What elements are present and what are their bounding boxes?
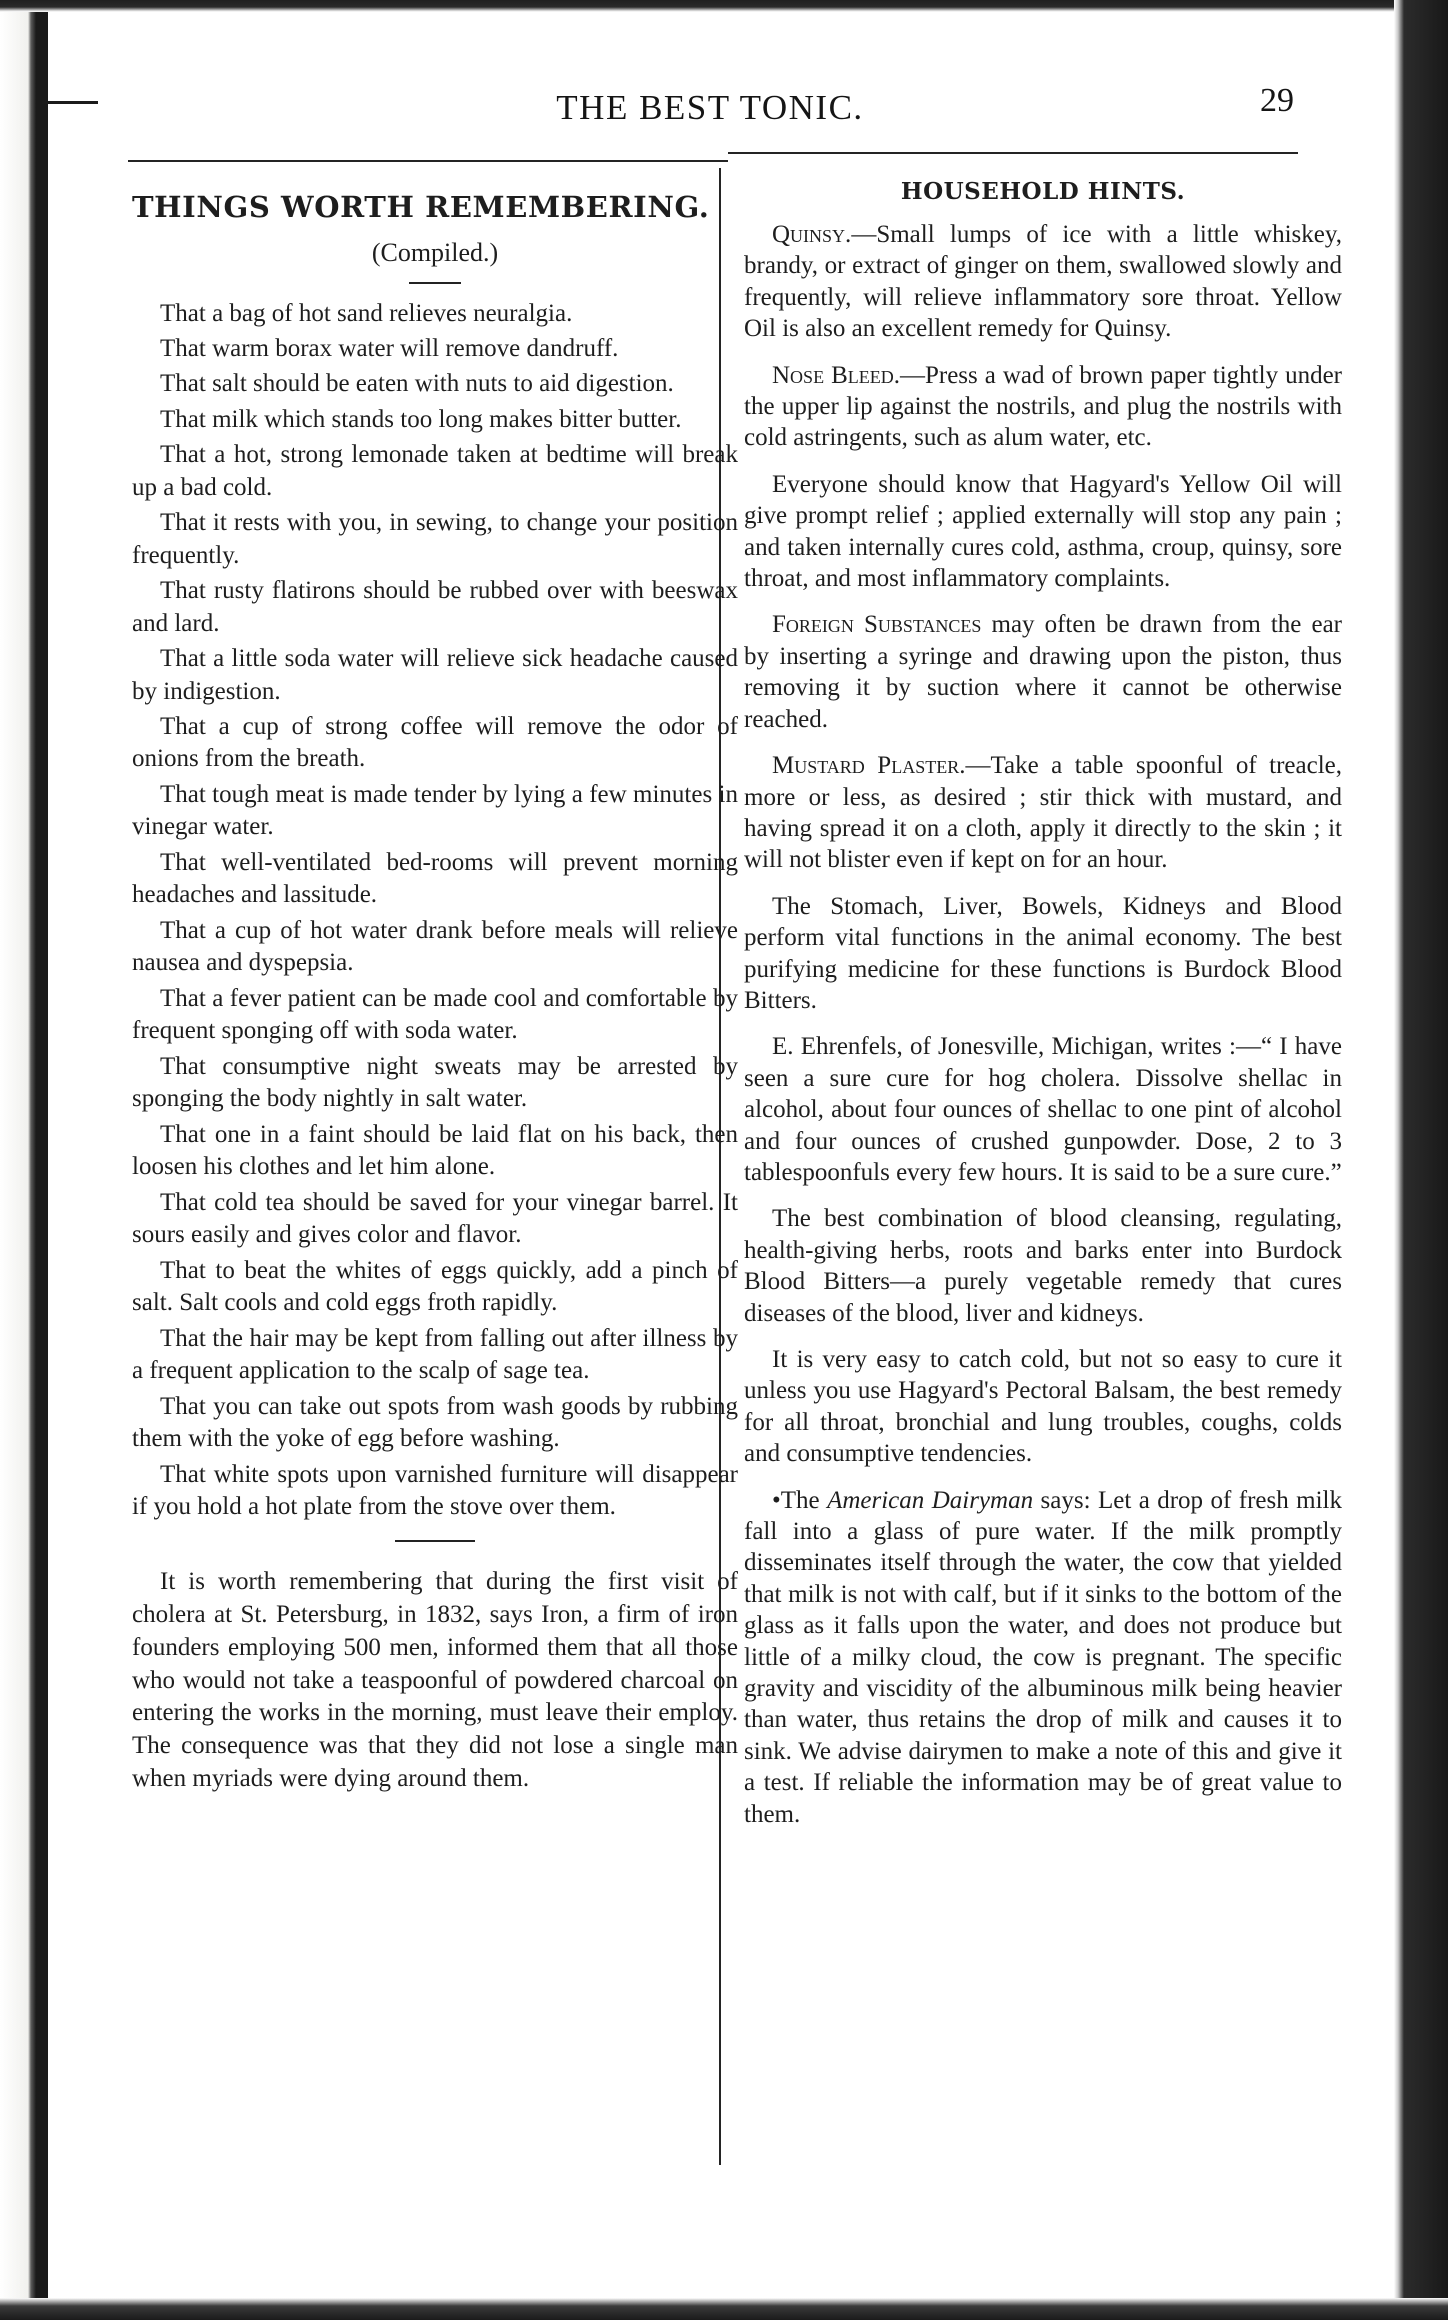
hint-text: Everyone should know that Hagyard's Yellow Oil will give prompt relief ; applied externally will stop any pain ; and taken internally cures cold, asthma, croup, quinsy, sore throat, and most inflammatory complaints. [744,470,1342,593]
household-hints-list [744,219,1342,1470]
hint-text: It is very easy to catch cold, but not so easy to cure it unless you use Hagyard's Pectoral Balsam, the best remedy for all throat, bronchial and lung troubles, coughs, colds and consumptive tendencies. [744,1346,1342,1468]
cholera-paragraph: It is worth remembering that during the first visit of cholera at St. Petersburg, in 1832, says Iron, a firm of iron founders employing 500 men, informed them that all those who would not take a teaspoonful of powdered charcoal on entering the works in the morning, must leave their employ. The consequence was that they did not lose a single man when myriads were dying around them. [132,1568,738,1792]
hint-text: —Small lumps of ice with a little whiskey, brandy, or extract of ginger on them, swallowed slowly and frequently, will relieve inflammatory sore throat. Yellow Oil is also an excellent remedy for Quinsy. [744,221,1342,343]
list-item: That cold tea should be saved for your vinegar barrel. It sours easily and gives color and flavor. [132,1188,738,1249]
list-item: That you can take out spots from wash goods by rubbing them with the yoke of egg before washing. [132,1392,738,1453]
hint-text: E. Ehrenfels, of Jonesville, Michigan, writes :—“ I have seen a sure cure for hog cholera. Dissolve shellac in alcohol, about four ounces of shellac to one pint of alcohol and four ounces of crushed gunpowder. Dose, 2 to 3 tablespoonfuls every few hours. It is said to be a sure cure.” [744,1033,1342,1186]
list-item: That a little soda water will relieve sick headache caused by indigestion. [132,644,738,705]
hint-lead: Quinsy. [772,221,852,248]
list-item: That milk which stands too long makes bitter butter. [160,405,682,433]
running-title: THE BEST TONIC. [556,88,864,127]
page-number: 29 [1260,82,1294,119]
hint-paragraph [744,1203,1342,1329]
list-item: That it rests with you, in sewing, to change your position frequently. [132,508,738,569]
publication-title: American Dairyman [827,1486,1034,1514]
hint-text: The best combination of blood cleansing, regulating, health-giving herbs, roots and barks enter into Burdock Blood Bitters—a purely vegetable remedy that cures diseases of the blood, liver and kidneys. [744,1205,1342,1327]
header-rule-left [128,160,728,162]
section-subheading: (Compiled.) [371,238,499,267]
dairyman-text: says: Let a drop of fresh milk fall into a glass of pure water. If the milk promptly disseminates itself through the water, the cow that yielded that milk is not with calf, but if it sinks to the bottom of the glass as it falls upon the water, and does not produce but little of a milky cloud, the cow is pregnant. The specific gravity and viscidity of the albuminous milk being heavier than water, thus retains the drop of milk and causes it to sink. We advise dairymen to make a note of this and give it a test. If reliable the information may be of great value to them. [744,1486,1343,1828]
list-item: That well-ventilated bed-rooms will prevent morning headaches and lassitude. [132,848,738,909]
list-item: That rusty flatirons should be rubbed over with beeswax and lard. [132,576,738,637]
hint-text: may often be drawn from the ear by inserting a syringe and drawing upon the piston, thus removing it by suction where it cannot be otherwise reached. [744,611,1342,733]
hint-text: The Stomach, Liver, Bowels, Kidneys and Blood perform vital functions in the animal economy. The best purifying medicine for these functions is Burdock Blood Bitters. [744,892,1342,1014]
list-item: That a fever patient can be made cool and comfortable by frequent sponging off with soda water. [132,984,738,1045]
hint-paragraph [744,1031,1342,1188]
scan-top-edge [0,0,1448,12]
hint-paragraph [744,469,1342,595]
hint-paragraph [744,750,1342,876]
hint-text: —Take a table spoonful of treacle, more or less, as desired ; stir thick with mustard, and having spread it on a cloth, apply it directly to the skin ; it will not blister even if kept on for an hour. [744,752,1343,874]
header-rule-right [728,152,1298,154]
hint-paragraph [744,360,1342,454]
right-column [744,178,1342,1830]
section-heading-things-worth-remembering: THINGS WORTH REMEMBERING. [132,190,710,224]
section-separator [395,1540,475,1542]
hint-paragraph [744,891,1342,1017]
hint-paragraph [744,1344,1342,1470]
list-item: That salt should be eaten with nuts to aid digestion. [160,370,674,398]
hint-lead: Nose Bleed. [772,361,900,389]
dairyman-prefix: •The [772,1486,828,1514]
scan-right-edge [1394,0,1448,2320]
list-item: That to beat the whites of eggs quickly, add a pinch of salt. Salt cools and cold eggs froth rapidly. [132,1256,738,1317]
dairyman-section [744,1485,1342,1830]
list-item: That a hot, strong lemonade taken at bedtime will break up a bad cold. [132,440,738,501]
section-separator [409,282,461,284]
remembering-list [132,298,738,1524]
hint-lead: Foreign Substances [772,611,982,639]
list-item: That warm borax water will remove dandruff. [160,335,619,363]
dairyman-paragraph [744,1485,1342,1830]
hint-paragraph [744,609,1342,735]
list-item: That one in a faint should be laid flat on his back, then loosen his clothes and let him alone. [132,1120,738,1181]
left-column [132,190,738,1796]
margin-mark [42,101,98,104]
list-item: That a cup of hot water drank before meals will relieve nausea and dyspepsia. [132,916,738,977]
hint-text: —Press a wad of brown paper tightly under the upper lip against the nostrils, and plug the nostrils with cold astringents, such as alum water, etc. [744,361,1342,452]
list-item: That a cup of strong coffee will remove the odor of onions from the breath. [132,712,738,773]
list-item: That the hair may be kept from falling out after illness by a frequent application to the scalp of sage tea. [132,1324,738,1385]
hint-paragraph [744,219,1342,345]
section-heading-household-hints: HOUSEHOLD HINTS. [900,178,1186,205]
list-item: That a bag of hot sand relieves neuralgia. [160,300,573,327]
binding-gutter [0,0,48,2320]
list-item: That tough meat is made tender by lying a few minutes in vinegar water. [132,780,738,841]
scan-bottom-edge [0,2298,1448,2320]
list-item: That white spots upon varnished furniture will disappear if you hold a hot plate from the stove over them. [132,1460,738,1521]
list-item: That consumptive night sweats may be arrested by sponging the body nightly in salt water. [132,1052,738,1113]
hint-lead: Mustard Plaster. [772,752,966,780]
